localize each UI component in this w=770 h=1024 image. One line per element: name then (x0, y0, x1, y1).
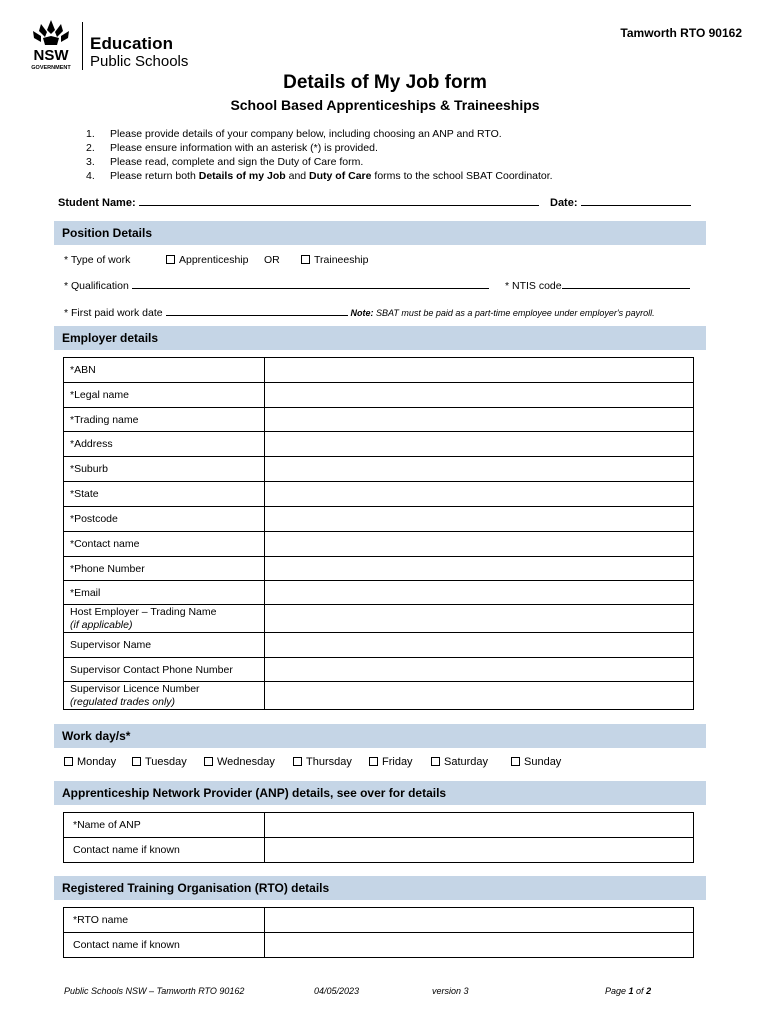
supervisor-licence-label: Supervisor Licence Number (70, 682, 200, 695)
apprenticeship-checkbox[interactable] (166, 255, 175, 264)
footer-version: version 3 (432, 986, 469, 996)
ntis-input[interactable] (562, 279, 690, 289)
traineeship-option[interactable] (301, 254, 368, 266)
supervisor-licence-sublabel: (regulated trades only) (70, 695, 176, 708)
page-title: Details of My Job form (283, 72, 487, 93)
sunday-checkbox[interactable] (511, 757, 520, 766)
table-row (64, 633, 694, 658)
day-sunday[interactable] (511, 756, 561, 768)
rto-table (63, 907, 694, 958)
anp-label: *Name of ANP (64, 813, 265, 838)
employer-label: Supervisor Contact Phone Number (64, 658, 265, 682)
employer-label: *Trading name (64, 408, 265, 432)
instruction-num: 2. (86, 142, 95, 154)
rto-name-input[interactable] (265, 908, 694, 933)
supervisor-licence-input[interactable] (265, 682, 694, 710)
table-row (64, 507, 694, 532)
day-tuesday[interactable] (132, 756, 187, 768)
day-label: Thursday (306, 756, 352, 768)
type-of-work-row (64, 254, 130, 266)
or-label: OR (264, 254, 280, 266)
employer-label (64, 605, 265, 633)
rto-contact-input[interactable] (265, 933, 694, 958)
instruction-text-part: and (285, 170, 310, 182)
day-label: Sunday (524, 756, 562, 768)
logo-divider (82, 22, 83, 70)
instruction-num: 4. (86, 170, 95, 182)
instruction-num: 1. (86, 128, 95, 140)
table-row (64, 581, 694, 605)
ntis-label: * NTIS code (505, 280, 562, 292)
rto-label: Contact name if known (64, 933, 265, 958)
day-friday[interactable] (369, 756, 413, 768)
table-row (64, 358, 694, 383)
traineeship-label: Traineeship (314, 254, 369, 266)
email-input[interactable] (265, 581, 694, 605)
host-employer-input[interactable] (265, 605, 694, 633)
header-rto: Tamworth RTO 90162 (620, 26, 742, 40)
employer-label: *Suburb (64, 457, 265, 482)
page-subtitle: School Based Apprenticeships & Traineeships (230, 97, 540, 113)
monday-checkbox[interactable] (64, 757, 73, 766)
employer-label: Supervisor Name (64, 633, 265, 658)
student-name-field (58, 196, 539, 209)
trading-name-input[interactable] (265, 408, 694, 432)
thursday-checkbox[interactable] (293, 757, 302, 766)
wednesday-checkbox[interactable] (204, 757, 213, 766)
day-thursday[interactable] (293, 756, 352, 768)
employer-label: *ABN (64, 358, 265, 383)
note-label: Note: (350, 308, 374, 318)
supervisor-phone-input[interactable] (265, 658, 694, 682)
footer-org: Public Schools NSW – Tamworth RTO 90162 (64, 986, 245, 996)
day-label: Friday (382, 756, 413, 768)
instruction-text: Please provide details of your company below, including choosing an ANP and RTO. (110, 128, 502, 140)
employer-label: *Email (64, 581, 265, 605)
address-input[interactable] (265, 432, 694, 457)
page-label: Page (605, 986, 629, 996)
tuesday-checkbox[interactable] (132, 757, 141, 766)
instruction-item (86, 127, 553, 141)
table-row (64, 658, 694, 682)
instruction-text: Please ensure information with an asterisk (*) is provided. (110, 142, 378, 154)
logo-education: Education (90, 34, 174, 53)
waratah-icon (25, 18, 77, 72)
date-input[interactable] (581, 196, 691, 206)
state-input[interactable] (265, 482, 694, 507)
traineeship-checkbox[interactable] (301, 255, 310, 264)
table-row (64, 383, 694, 408)
table-row (64, 682, 694, 710)
host-employer-sublabel: (if applicable) (70, 618, 133, 631)
ntis-row (505, 279, 690, 292)
employer-label: *Address (64, 432, 265, 457)
qualification-row (64, 279, 489, 292)
employer-label: *State (64, 482, 265, 507)
qualification-label: * Qualification (64, 280, 129, 292)
first-paid-input[interactable] (166, 306, 348, 316)
anp-label: Contact name if known (64, 838, 265, 863)
employer-table (63, 357, 694, 710)
employer-label (64, 682, 265, 710)
employer-details-heading: Employer details (54, 326, 706, 350)
instruction-bold-job: Details of my Job (198, 170, 286, 182)
legal-name-input[interactable] (265, 383, 694, 408)
anp-contact-input[interactable] (265, 838, 694, 863)
rto-label: *RTO name (64, 908, 265, 933)
student-name-input[interactable] (139, 196, 539, 206)
page-total: 2 (646, 986, 652, 996)
footer-page (605, 986, 651, 996)
note-text: SBAT must be paid as a part-time employee under employer's payroll. (375, 308, 655, 318)
day-wednesday[interactable] (204, 756, 275, 768)
date-field (550, 196, 691, 209)
footer-date: 04/05/2023 (314, 986, 360, 996)
anp-table (63, 812, 694, 863)
employer-label: *Postcode (64, 507, 265, 532)
date-label: Date: (550, 197, 578, 209)
day-label: Tuesday (145, 756, 187, 768)
phone-input[interactable] (265, 557, 694, 581)
rto-details-heading: Registered Training Organisation (RTO) details (54, 876, 706, 900)
table-row (64, 908, 694, 933)
day-saturday[interactable] (431, 756, 488, 768)
employer-label: *Legal name (64, 383, 265, 408)
instruction-text-part: forms to the school SBAT Coordinator. (371, 170, 553, 182)
table-row (64, 605, 694, 633)
day-label: Saturday (444, 756, 489, 768)
day-monday[interactable] (64, 756, 116, 768)
saturday-checkbox[interactable] (431, 757, 440, 766)
instruction-item (86, 141, 553, 155)
anp-name-input[interactable] (265, 813, 694, 838)
supervisor-name-input[interactable] (265, 633, 694, 658)
instruction-item (86, 155, 553, 169)
suburb-input[interactable] (265, 457, 694, 482)
work-days-options (64, 756, 704, 770)
logo-gov-text: NSW (33, 47, 69, 64)
table-row (64, 482, 694, 507)
work-days-heading: Work day/s* (54, 724, 706, 748)
logo-public-schools: Public Schools (90, 53, 189, 70)
apprenticeship-label: Apprenticeship (179, 254, 249, 266)
postcode-input[interactable] (265, 507, 694, 532)
table-row (64, 813, 694, 838)
table-row (64, 457, 694, 482)
apprenticeship-option[interactable] (166, 254, 248, 266)
page-number: 1 (628, 986, 634, 996)
day-label: Wednesday (217, 756, 275, 768)
table-row (64, 557, 694, 581)
type-of-work-label: * Type of work (64, 254, 131, 266)
payroll-note (350, 308, 654, 318)
page-of: of (633, 986, 647, 996)
instruction-item (86, 169, 553, 183)
instruction-text-part: Please return both (110, 170, 199, 182)
qualification-input[interactable] (132, 279, 489, 289)
position-details-heading: Position Details (54, 221, 706, 245)
first-paid-label: * First paid work date (64, 307, 163, 319)
table-row (64, 532, 694, 557)
table-row (64, 933, 694, 958)
student-name-label: Student Name: (58, 197, 136, 209)
instruction-text: Please read, complete and sign the Duty of Care form. (110, 156, 364, 168)
instruction-num: 3. (86, 156, 95, 168)
anp-details-heading: Apprenticeship Network Provider (ANP) details, see over for details (54, 781, 706, 805)
instructions-list (86, 127, 553, 183)
instruction-text (110, 169, 553, 183)
day-label: Monday (77, 756, 117, 768)
instruction-bold-duty: Duty of Care (309, 170, 372, 182)
contact-name-input[interactable] (265, 532, 694, 557)
employer-label: *Contact name (64, 532, 265, 557)
abn-input[interactable] (265, 358, 694, 383)
employer-label: *Phone Number (64, 557, 265, 581)
friday-checkbox[interactable] (369, 757, 378, 766)
nsw-government-logo (25, 18, 77, 72)
logo-gov-subtext: GOVERNMENT (31, 65, 71, 71)
first-paid-row (64, 306, 655, 319)
table-row (64, 408, 694, 432)
table-row (64, 838, 694, 863)
table-row (64, 432, 694, 457)
host-employer-label: Host Employer – Trading Name (70, 605, 217, 618)
